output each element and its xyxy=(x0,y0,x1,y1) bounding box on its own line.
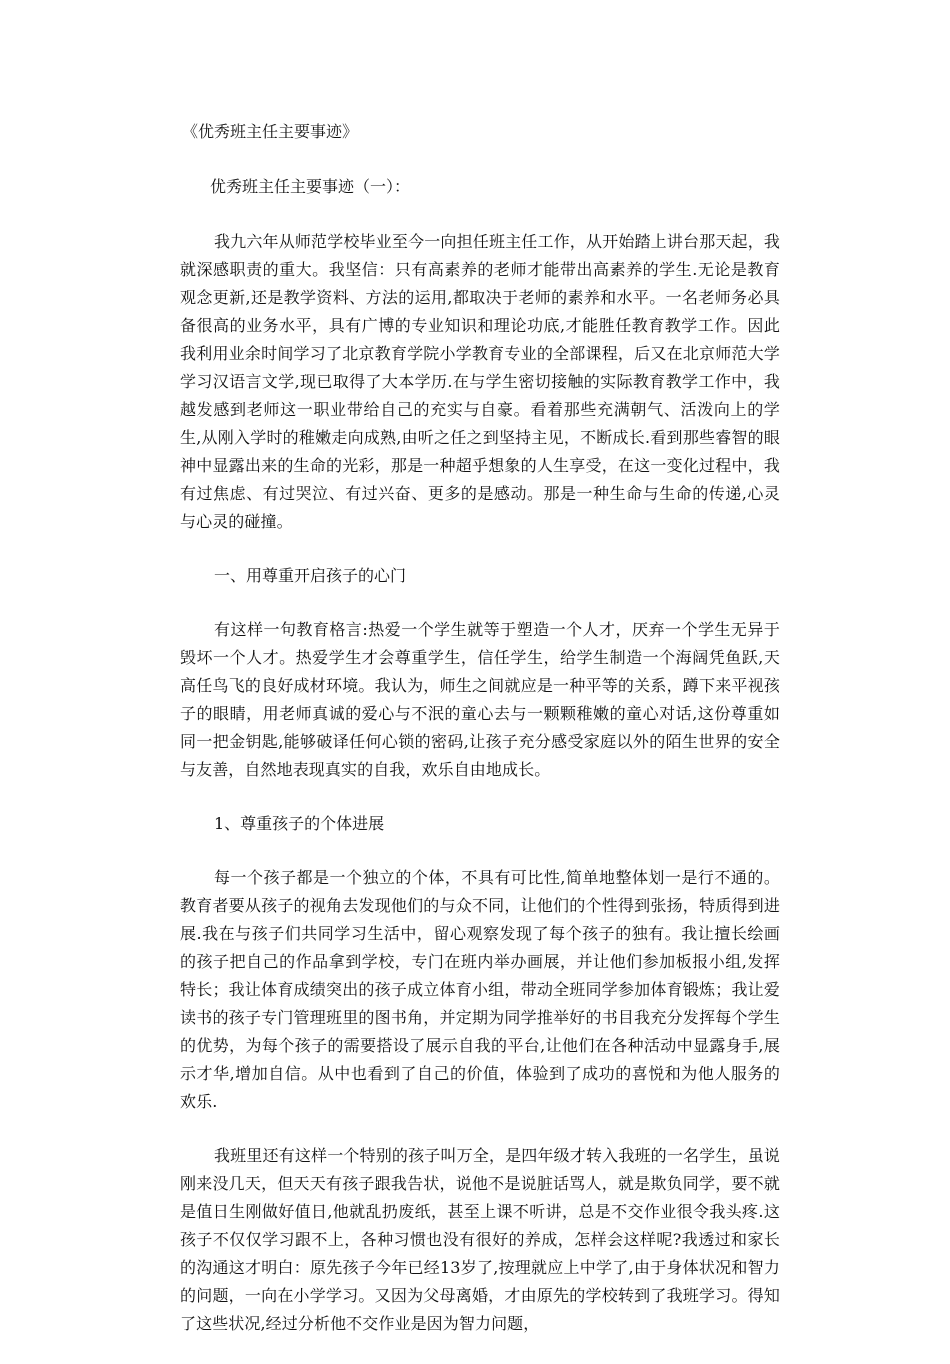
document-title: 《优秀班主任主要事迹》 xyxy=(182,122,359,141)
document-page xyxy=(180,118,780,1364)
subsection-1-paragraph-1: 每一个孩子都是一个独立的个体，不具有可比性,简单地整体划一是行不通的。教育者要从孩子的视角去发现他们的与众不同，让他们的个性得到张扬，特质得到进展.我在与孩子们共同学习生活中，留心观察发现了每个孩子的独有。我让擅长绘画的孩子把自己的作品拿到学校，专门在班内举办画展，并让他们参加板报小组,发挥特长；我让体育成绩突出的孩子成立体育小组，带动全班同学参加体育锻炼；我让爱读书的孩子专门管理班里的图书角，并定期为同学推举好的书目我充分发挥每个学生的优势，为每个孩子的需要搭设了展示自我的平台,让他们在各种活动中显露身手,展示才华,增加自信。从中也看到了自己的价值，体验到了成功的喜悦和为他人服务的欢乐. xyxy=(180,868,780,1111)
document-subtitle: 优秀班主任主要事迹（一）： xyxy=(210,177,411,196)
section-heading-1: 一、用尊重开启孩子的心门 xyxy=(214,566,407,585)
subsection-heading-1: 1、尊重孩子的个体进展 xyxy=(214,814,385,833)
intro-paragraph: 我九六年从师范学校毕业至今一向担任班主任工作，从开始踏上讲台那天起，我就深感职责的重大。我坚信：只有高素养的老师才能带出高素养的学生.无论是教育观念更新,还是教学资料、方法的运用,都取决于老师的素养和水平。一名老师务必具备很高的业务水平，具有广博的专业知识和理论功底,才能胜任教育教学工作。因此我利用业余时间学习了北京教育学院小学教育专业的全部课程，后又在北京师范大学学习汉语言文学,现已取得了大本学历.在与学生密切接触的实际教育教学工作中，我越发感到老师这一职业带给自己的充实与自豪。看着那些充满朝气、活泼向上的学生,从刚入学时的稚嫩走向成熟,由听之任之到坚持主见，不断成长.看到那些睿智的眼神中显露出来的生命的光彩，那是一种超乎想象的人生享受，在这一变化过程中，我有过焦虑、有过哭泣、有过兴奋、更多的是感动。那是一种生命与生命的传递,心灵与心灵的碰撞。 xyxy=(180,232,780,531)
section-1-paragraph: 有这样一句教育格言:热爱一个学生就等于塑造一个人才，厌弃一个学生无异于毁坏一个人才。热爱学生才会尊重学生，信任学生，给学生制造一个海阔凭鱼跃,天高任鸟飞的良好成材环境。我认为，师生之间就应是一种平等的关系，蹲下来平视孩子的眼睛，用老师真诚的爱心与不泯的童心去与一颗颗稚嫩的童心对话,这份尊重如同一把金钥匙,能够破译任何心锁的密码,让孩子充分感受家庭以外的陌生世界的安全与友善，自然地表现真实的自我，欢乐自由地成长。 xyxy=(180,620,780,779)
subsection-1-paragraph-2: 我班里还有这样一个特别的孩子叫万全，是四年级才转入我班的一名学生，虽说刚来没几天，但天天有孩子跟我告状，说他不是说脏话骂人，就是欺负同学，要不就是值日生刚做好值日,他就乱扔废纸，甚至上课不听讲，总是不交作业很令我头疼.这孩子不仅仅学习跟不上，各种习惯也没有很好的养成，怎样会这样呢?我透过和家长的沟通这才明白：原先孩子今年已经13岁了,按理就应上中学了,由于身体状况和智力的问题，一向在小学学习。又因为父母离婚，才由原先的学校转到了我班学习。得知了这些状况,经过分析他不交作业是因为智力问题， xyxy=(180,1146,780,1333)
